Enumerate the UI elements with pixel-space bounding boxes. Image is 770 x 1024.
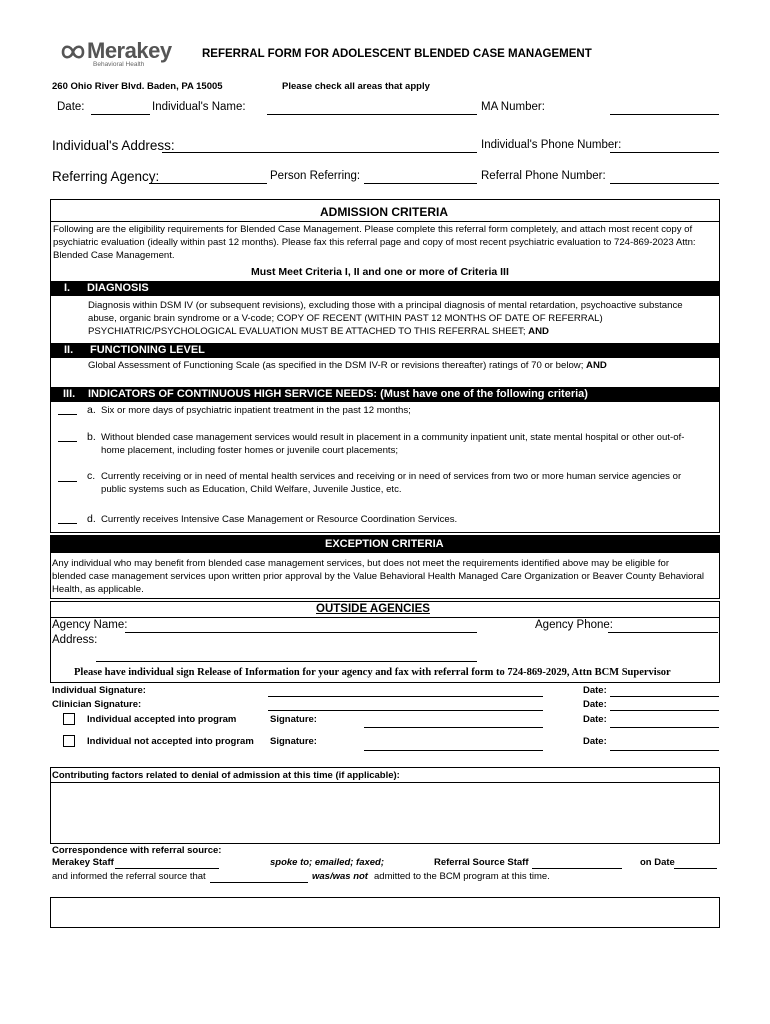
text-line: Currently receiving or in need of mental health services and receiving or in need of services from two or more human service agencies or [101,471,682,482]
logo-text: Merakey [87,38,172,63]
section-title: DIAGNOSIS [87,282,149,294]
text-segment: PSYCHIATRIC/PSYCHOLOGICAL EVALUATION MUST BE ATTACHED TO THIS REFERRAL SHEET; [88,326,526,337]
functioning-text [88,359,718,372]
criteria-b-letter: b. [87,431,96,443]
agency-phone-label: Agency Phone: [535,619,614,631]
and-keyword: AND [528,326,549,337]
clinician-date-label: Date: [583,699,607,710]
criteria-a-letter: a. [87,404,96,416]
text-line: Diagnosis within DSM IV (or subsequent revisions), excluding those with a principal diagnosis of mental retardation, psychoactive substance [88,300,683,311]
accepted-signature-label: Signature: [270,714,317,725]
merakey-staff-row [52,857,722,871]
individual-name-field[interactable] [267,114,477,115]
office-address: 260 Ohio River Blvd. Baden, PA 15005 [52,81,223,92]
outside-agencies-title: OUTSIDE AGENCIES [316,603,430,615]
criteria-c-text [101,470,716,496]
criteria-d-letter: d. [87,513,96,525]
clinician-date-field[interactable] [610,710,719,711]
criteria-d-text: Currently receives Intensive Case Management or Resource Coordination Services. [101,514,458,525]
text-line: Any individual who may benefit from blended case management services, but does not meet the requirements identified above may be eligible for [52,558,670,569]
text-line: Health, as applicable. [52,584,144,595]
text-segment: Global Assessment of Functioning Scale (as specified in the DSM IV-R or revisions thereafter) ratings of 70 or below; [88,360,584,371]
must-meet-heading: Must Meet Criteria I, II and one or more of Criteria III [251,266,509,278]
on-date-field[interactable] [674,868,717,869]
not-accepted-label: Individual not accepted into program [87,736,254,747]
referral-phone-label: Referral Phone Number: [481,170,606,182]
was-was-not-text: was/was not [312,871,368,882]
text-line: Without blended case management services would result in placement in a community inpatient unit, state mental hospital or other out-of- [101,432,685,443]
logo-subtitle: Behavioral Health [93,61,145,68]
notes-box[interactable] [50,897,720,928]
release-note: Please have individual sign Release of Information for your agency and fax with referral form to 724-869-2029, Attn BCM Supervisor [74,667,671,678]
contact-methods: spoke to; emailed; faxed; [270,857,385,868]
accepted-signature-field[interactable] [364,727,543,728]
correspondence-label: Correspondence with referral source: [52,845,222,856]
not-accepted-date-field[interactable] [610,750,719,751]
admitted-text: admitted to the BCM program at this time. [374,871,550,882]
not-accepted-date-label: Date: [583,736,607,747]
ma-number-field[interactable] [610,114,719,115]
date-label: Date: [57,101,85,113]
form-title: REFERRAL FORM FOR ADOLESCENT BLENDED CASE MANAGEMENT [202,48,592,60]
individual-date-label: Date: [583,685,607,696]
section-number: II. [64,344,74,356]
section-title: INDICATORS OF CONTINUOUS HIGH SERVICE NEEDS: (Must have one of the following criteria) [88,388,588,400]
merakey-staff-field[interactable] [115,868,219,869]
individual-signature-label: Individual Signature: [52,685,146,696]
criteria-a-text: Six or more days of psychiatric inpatient treatment in the past 12 months; [101,405,411,416]
not-accepted-checkbox[interactable] [63,735,75,747]
referral-source-staff-label: Referral Source Staff [434,857,529,868]
functioning-section-bar [50,343,720,358]
text-line: blended case management services upon written prior approval by the Value Behavioral Health Managed Care Organization or Beaver County Behavioral [52,571,705,582]
on-date-label: on Date [640,857,675,868]
individual-address-field[interactable] [162,152,477,153]
individual-phone-field[interactable] [610,152,719,153]
agency-name-field[interactable] [125,632,477,633]
person-referring-label: Person Referring: [270,170,361,182]
criteria-b-text [101,431,716,457]
accepted-checkbox[interactable] [63,713,75,725]
agency-address-field[interactable] [96,661,477,662]
section-title: EXCEPTION CRITERIA [325,538,444,550]
agency-address-label: Address: [52,634,98,646]
text-line [88,325,718,338]
accepted-label: Individual accepted into program [87,714,237,725]
section-number: III. [63,388,76,400]
individual-signature-field[interactable] [268,696,543,697]
agency-name-label: Agency Name: [52,619,128,631]
not-accepted-signature-label: Signature: [270,736,317,747]
date-field[interactable] [91,114,150,115]
individual-name-label: Individual's Name: [152,101,246,113]
criteria-b-checkline[interactable] [58,441,77,442]
criteria-c-letter: c. [87,470,96,482]
referring-agency-field[interactable] [149,183,267,184]
informed-text: and informed the referral source that [52,871,206,882]
admission-intro [53,223,718,262]
clinician-signature-label: Clinician Signature: [52,699,142,710]
accepted-date-label: Date: [583,714,607,725]
exception-criteria-bar [50,535,720,553]
divider [50,221,720,222]
contributing-factors-field[interactable] [51,783,719,843]
section-number: I. [64,282,71,294]
referring-agency-label: Referring Agency: [52,169,160,184]
and-keyword: AND [586,360,607,371]
text-line: abuse, organic brain syndrome or a V-code; COPY OF RECENT (WITHIN PAST 12 MONTHS OF DATE OF REFERRAL) [88,313,603,324]
text-line: home placement, including foster homes or juvenile court placements; [101,445,399,456]
exception-text [52,557,718,596]
admission-criteria-title: ADMISSION CRITERIA [320,205,449,219]
intro-line: Blended Case Management. [53,250,175,261]
clinician-signature-field[interactable] [268,710,543,711]
agency-phone-field[interactable] [608,632,718,633]
informed-row [52,871,722,885]
criteria-a-checkline[interactable] [58,414,77,415]
referral-phone-field[interactable] [610,183,719,184]
accepted-date-field[interactable] [610,727,719,728]
criteria-d-checkline[interactable] [58,523,77,524]
intro-line: Following are the eligibility requirements for Blended Case Management. Please complete this referral form completely, and attach most recent copy of [53,224,693,235]
diagnosis-section-bar [50,281,720,296]
criteria-c-checkline[interactable] [58,481,77,482]
text-line: public systems such as Education, Child Welfare, Juvenile Justice, etc. [101,484,402,495]
contributing-factors-label: Contributing factors related to denial of admission at this time (if applicable): [52,770,400,781]
individual-date-field[interactable] [610,696,719,697]
section-title: FUNCTIONING LEVEL [90,344,205,356]
intro-line: psychiatric evaluation (ideally within past 12 months). Please fax this referral page and copy of most recent psychiatric evaluation to 724-869-2023 Attn: [53,237,696,248]
indicators-section-bar [50,387,720,402]
individual-address-label: Individual's Address: [52,138,175,153]
person-referring-field[interactable] [364,183,477,184]
individual-phone-label: Individual's Phone Number: [481,139,622,151]
referral-source-staff-field[interactable] [532,868,622,869]
ma-number-label: MA Number: [481,101,545,113]
diagnosis-text [88,299,718,338]
logo [60,40,190,72]
instruction: Please check all areas that apply [282,81,430,92]
not-accepted-signature-field[interactable] [364,750,543,751]
divider [50,617,720,618]
merakey-staff-label: Merakey Staff [52,857,114,868]
merakey-logo-icon [60,42,86,62]
informed-field[interactable] [210,882,308,883]
